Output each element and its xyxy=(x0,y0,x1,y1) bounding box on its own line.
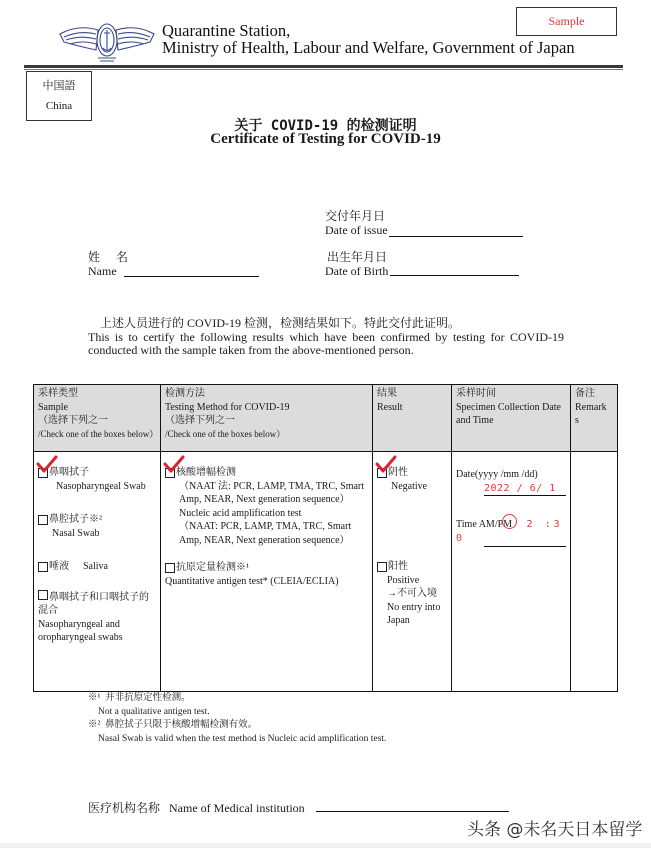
sample-stamp: Sample xyxy=(516,7,617,36)
header-divider xyxy=(24,65,623,68)
option-label-zh: 阳性 xyxy=(388,561,408,572)
language-native: 中国語 xyxy=(42,80,76,92)
header-method-en: Testing Method for COVID-19 xyxy=(165,401,290,413)
org-line-2: Ministry of Health, Labour and Welfare, Government of Japan xyxy=(162,38,575,57)
ministry-emblem-icon xyxy=(58,20,156,64)
method-option-antigen[interactable] xyxy=(165,561,368,588)
checkbox[interactable] xyxy=(377,562,387,572)
pm-selection-circle-icon xyxy=(502,514,517,529)
sample-option-saliva[interactable] xyxy=(38,560,156,574)
option-label-zh: 鼻腔拭子※² xyxy=(49,514,102,525)
name-label xyxy=(88,250,130,278)
name-label-en: Name xyxy=(88,264,117,278)
header-method xyxy=(161,385,373,452)
footnote-mark: ※¹ xyxy=(88,693,101,703)
header-sample-sub-zh: （选择下列之一 xyxy=(38,415,108,426)
result-option-negative[interactable] xyxy=(377,466,447,493)
collection-time-field[interactable]: 2 :3 0 xyxy=(456,519,563,544)
header-method-sub-zh: （选择下列之一 xyxy=(165,415,235,426)
statement-zh: 上述人员进行的 COVID-19 检测，检测结果如下。特此交付此证明。 xyxy=(100,316,460,330)
red-checkmark-icon xyxy=(375,455,397,475)
date-of-birth-field[interactable] xyxy=(390,275,519,276)
footnote-2-zh xyxy=(88,719,386,733)
footnotes xyxy=(88,692,386,746)
title-chinese: 关于 COVID-19 的检测证明 xyxy=(234,118,417,134)
table-header-row xyxy=(34,385,618,452)
medical-institution-label xyxy=(88,799,305,816)
option-label-en: Nasal Swab xyxy=(52,527,100,539)
date-of-birth-label xyxy=(325,250,388,278)
date-of-birth-label-en: Date of Birth xyxy=(325,264,389,278)
header-collection-zh: 采样时间 xyxy=(456,388,496,399)
option-label-zh: 鼻咽拭子 xyxy=(49,467,89,478)
footnote-1-en: Not a qualitative antigen test. xyxy=(98,706,210,717)
header-collection-time xyxy=(452,385,571,452)
red-checkmark-icon xyxy=(163,455,185,475)
medical-institution-field[interactable] xyxy=(316,811,509,812)
medical-institution-label-zh: 医疗机构名称 xyxy=(88,801,161,815)
option-note-zh: →不可入境 xyxy=(387,588,437,599)
name-label-zh: 姓 名 xyxy=(88,250,131,264)
header-sample-zh: 采样类型 xyxy=(38,388,78,399)
title-english: Certificate of Testing for COVID-19 xyxy=(210,131,441,147)
checkbox[interactable] xyxy=(38,515,48,525)
footnote-2-en: Nasal Swab is valid when the test method is Nucleic acid amplification test. xyxy=(98,733,387,744)
statement-en: This is to certify the following results which have been confirmed by testing for COVID-19 conducted with the sample taken from the above-mentioned person. xyxy=(88,329,564,357)
option-label-zh: 鼻咽拭子和口咽拭子的混合 xyxy=(38,591,149,616)
option-label-en: Positive xyxy=(387,574,420,586)
option-label-zh: 阴性 xyxy=(388,467,408,478)
option-label-en: Saliva xyxy=(83,561,108,572)
option-label-zh: 核酸增幅检测 xyxy=(176,467,236,478)
sample-options xyxy=(34,452,161,692)
collection-date-field[interactable]: 2022 / 6/ 1 xyxy=(484,482,566,497)
date-of-issue-label-en: Date of issue xyxy=(325,223,388,237)
footnote-text-zh: 并非抗原定性检测。 xyxy=(105,693,191,703)
checkbox[interactable] xyxy=(165,563,175,573)
method-options xyxy=(161,452,373,692)
method-option-naat[interactable] xyxy=(165,466,368,547)
checkbox[interactable] xyxy=(38,590,48,600)
name-field[interactable] xyxy=(124,276,259,277)
sample-option-mixed[interactable] xyxy=(38,590,156,645)
date-of-issue-label-zh: 交付年月日 xyxy=(325,209,386,223)
header-remarks xyxy=(571,385,618,452)
date-of-birth-label-zh: 出生年月日 xyxy=(327,250,388,264)
result-option-positive[interactable] xyxy=(377,560,447,628)
header-remarks-zh: 备注 xyxy=(575,388,595,399)
header-sample-sub-en: /Check one of the boxes below） xyxy=(38,428,159,439)
footnote-mark: ※² xyxy=(88,720,101,730)
red-checkmark-icon xyxy=(36,455,58,475)
header-divider-thin xyxy=(24,69,623,70)
header-method-zh: 检测方法 xyxy=(165,388,205,399)
language-english: China xyxy=(45,100,73,112)
issuing-authority xyxy=(162,22,575,56)
header-collection-en: Specimen Collection Date and Time xyxy=(456,401,561,426)
result-options xyxy=(373,452,452,692)
option-label-en: Nasopharyngeal Swab xyxy=(56,480,146,492)
option-label-en: Nasopharyngeal and oropharyngeal swabs xyxy=(38,618,123,643)
language-box xyxy=(26,71,92,121)
collection-time-label: Time AM/PM xyxy=(456,519,513,530)
page-bottom-band xyxy=(0,843,651,848)
medical-institution-label-en: Name of Medical institution xyxy=(169,801,305,815)
header-sample xyxy=(34,385,161,452)
table-body-row xyxy=(34,452,618,692)
collection-date-label: Date(yyyy /mm /dd) xyxy=(456,469,538,480)
header-method-sub-en: /Check one of the boxes below） xyxy=(165,428,286,439)
option-note-en: No entry into Japan xyxy=(387,601,441,626)
collection-time-underline xyxy=(484,546,566,547)
header-remarks-en: Remark s xyxy=(575,401,607,426)
watermark: 头条 @未名天日本留学 xyxy=(467,820,643,840)
option-detail-zh: （NAAT 法: PCR, LAMP, TMA, TRC, Smart Amp, NEAR, Next generation sequence） xyxy=(179,480,365,505)
org-line-1: Quarantine Station, xyxy=(162,21,291,40)
option-label-zh: 唾液 xyxy=(49,561,69,572)
checkbox[interactable] xyxy=(38,562,48,572)
option-label-en: Nucleic acid amplification test xyxy=(179,507,302,519)
option-label-en: Quantitative antigen test* (CLEIA/ECLIA) xyxy=(165,575,339,587)
option-label-en: Negative xyxy=(391,480,428,492)
remarks-cell[interactable] xyxy=(571,452,618,692)
footnote-1-zh xyxy=(88,692,386,706)
option-label-zh: 抗原定量检测※¹ xyxy=(176,562,249,573)
header-result-zh: 结果 xyxy=(377,388,397,399)
certification-statement xyxy=(88,317,564,358)
collection-date-time xyxy=(452,452,571,692)
footnote-text-zh: 鼻腔拭子只限于核酸增幅检测有效。 xyxy=(105,720,258,730)
test-results-table xyxy=(33,384,618,692)
date-of-issue-field[interactable] xyxy=(389,236,523,237)
header-sample-en: Sample xyxy=(38,401,68,413)
collection-time xyxy=(456,518,566,545)
header-result xyxy=(373,385,452,452)
option-detail-en: （NAAT: PCR, LAMP, TMA, TRC, Smart Amp, NEAR, Next generation sequence） xyxy=(179,521,352,546)
header-result-en: Result xyxy=(377,401,403,413)
sample-option-nasopharyngeal[interactable] xyxy=(38,466,156,493)
sample-option-nasal[interactable] xyxy=(38,513,156,540)
date-of-issue-label xyxy=(325,209,388,237)
